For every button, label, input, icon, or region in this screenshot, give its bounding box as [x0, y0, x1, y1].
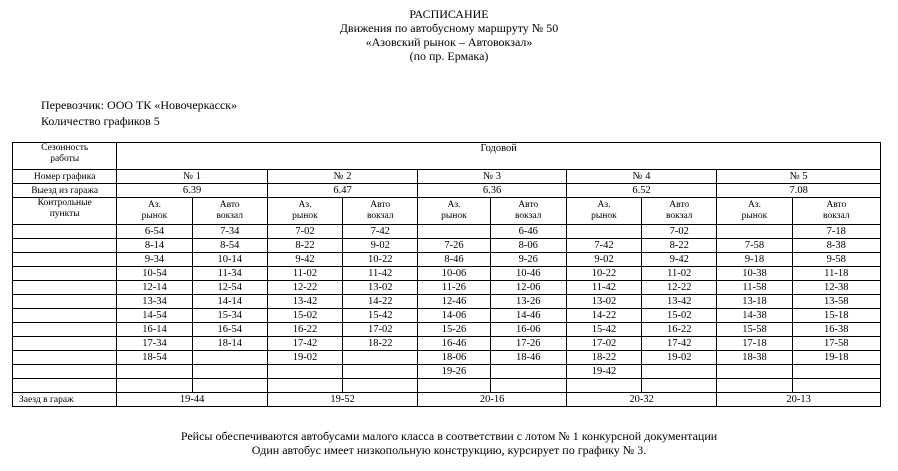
route-line: Движения по автобусному маршруту № 50 [339, 21, 559, 35]
time-cell: 6-46 [490, 225, 566, 239]
graph-number-3: № 3 [418, 170, 566, 184]
time-cell: 8-54 [192, 239, 267, 253]
graph-number-4: № 4 [566, 170, 717, 184]
time-cell: 10-14 [192, 253, 267, 267]
depart-time-4: 6.52 [566, 184, 717, 198]
time-cell [192, 365, 267, 379]
time-cell: 18-54 [117, 351, 192, 365]
time-cell: 10-22 [343, 253, 418, 267]
time-cell: 16-54 [192, 323, 267, 337]
time-cell: 10-22 [566, 267, 641, 281]
time-cell: 10-38 [717, 267, 792, 281]
time-cell: 19-26 [418, 365, 490, 379]
return-label: Заезд в гараж [13, 393, 117, 407]
time-cell: 17-02 [343, 323, 418, 337]
time-row-label [13, 281, 117, 295]
time-cell: 8-38 [792, 239, 880, 253]
time-cell: 17-18 [717, 337, 792, 351]
depart-time-3: 6.36 [418, 184, 566, 198]
time-cell: 7-42 [343, 225, 418, 239]
time-row [13, 309, 881, 323]
time-cell: 15-58 [717, 323, 792, 337]
time-row-label [13, 225, 117, 239]
time-row [13, 267, 881, 281]
time-cell: 19-18 [792, 351, 880, 365]
time-row-label [13, 379, 117, 393]
time-cell: 17-34 [117, 337, 192, 351]
time-cell: 17-26 [490, 337, 566, 351]
time-row [13, 239, 881, 253]
time-cell: 7-02 [267, 225, 342, 239]
stop-header-azov-market: Аз. рынок [566, 198, 641, 225]
footer-note-1: Рейсы обеспечиваются автобусами малого класса в соответствии с лотом № 1 конкурсной документации [180, 429, 718, 443]
time-cell [343, 351, 418, 365]
time-cell: 15-02 [642, 309, 717, 323]
time-cell: 16-22 [642, 323, 717, 337]
time-cell: 19-02 [267, 351, 342, 365]
time-cell: 8-06 [490, 239, 566, 253]
time-cell: 8-22 [267, 239, 342, 253]
time-cell: 8-14 [117, 239, 192, 253]
time-cell: 14-38 [717, 309, 792, 323]
stop-header-bus-station: Авто вокзал [792, 198, 880, 225]
time-cell: 17-58 [792, 337, 880, 351]
time-row-label [13, 239, 117, 253]
stops-row [13, 198, 881, 225]
time-cell: 14-54 [117, 309, 192, 323]
time-cell: 8-46 [418, 253, 490, 267]
time-cell: 19-42 [566, 365, 641, 379]
time-row [13, 253, 881, 267]
time-cell: 9-26 [490, 253, 566, 267]
graph-number-row [13, 170, 881, 184]
time-cell: 13-02 [343, 281, 418, 295]
graph-number-2: № 2 [267, 170, 418, 184]
time-cell [343, 365, 418, 379]
time-cell: 13-42 [267, 295, 342, 309]
time-row-label [13, 365, 117, 379]
time-cell: 13-18 [717, 295, 792, 309]
time-cell: 14-46 [490, 309, 566, 323]
time-cell: 18-38 [717, 351, 792, 365]
time-row-label [13, 309, 117, 323]
stop-header-bus-station: Авто вокзал [642, 198, 717, 225]
time-cell: 11-02 [642, 267, 717, 281]
time-cell: 9-42 [267, 253, 342, 267]
time-row-label [13, 323, 117, 337]
time-cell [418, 379, 490, 393]
time-cell: 9-58 [792, 253, 880, 267]
return-row [13, 393, 881, 407]
time-row [13, 225, 881, 239]
time-cell: 16-38 [792, 323, 880, 337]
time-cell: 18-22 [343, 337, 418, 351]
stop-header-azov-market: Аз. рынок [418, 198, 490, 225]
time-cell: 10-54 [117, 267, 192, 281]
time-cell: 17-42 [642, 337, 717, 351]
schedule-count-line: Количество графиков 5 [41, 114, 160, 128]
document-title: РАСПИСАНИЕ [409, 7, 489, 21]
stop-header-azov-market: Аз. рынок [117, 198, 192, 225]
time-cell: 8-22 [642, 239, 717, 253]
time-row-label [13, 267, 117, 281]
time-cell: 7-42 [566, 239, 641, 253]
time-cell: 16-22 [267, 323, 342, 337]
time-cell: 15-26 [418, 323, 490, 337]
time-cell: 12-38 [792, 281, 880, 295]
time-cell [717, 365, 792, 379]
time-cell: 16-06 [490, 323, 566, 337]
return-time-4: 20-32 [566, 393, 717, 407]
time-row-label [13, 337, 117, 351]
depart-time-2: 6.47 [267, 184, 418, 198]
time-cell: 11-42 [343, 267, 418, 281]
time-cell [117, 379, 192, 393]
time-cell [267, 365, 342, 379]
time-row [13, 365, 881, 379]
time-cell: 12-06 [490, 281, 566, 295]
time-cell: 12-54 [192, 281, 267, 295]
time-cell [418, 225, 490, 239]
graph-number-5: № 5 [717, 170, 881, 184]
time-cell [192, 351, 267, 365]
time-row [13, 351, 881, 365]
depart-time-1: 6.39 [117, 184, 268, 198]
time-cell: 12-22 [642, 281, 717, 295]
time-cell: 7-02 [642, 225, 717, 239]
time-cell: 12-22 [267, 281, 342, 295]
time-row [13, 323, 881, 337]
time-cell: 14-22 [566, 309, 641, 323]
graph-number-1: № 1 [117, 170, 268, 184]
time-cell [642, 365, 717, 379]
time-cell [566, 225, 641, 239]
time-cell: 19-02 [642, 351, 717, 365]
time-cell: 7-18 [792, 225, 880, 239]
time-cell: 11-34 [192, 267, 267, 281]
schedule-table [12, 142, 881, 407]
time-cell: 11-58 [717, 281, 792, 295]
time-cell: 11-18 [792, 267, 880, 281]
time-cell [490, 379, 566, 393]
time-cell [792, 365, 880, 379]
time-cell: 16-14 [117, 323, 192, 337]
season-label: Сезонность работы [13, 143, 117, 170]
stop-header-azov-market: Аз. рынок [267, 198, 342, 225]
time-cell [717, 379, 792, 393]
time-cell: 9-18 [717, 253, 792, 267]
time-cell: 16-46 [418, 337, 490, 351]
time-cell: 10-46 [490, 267, 566, 281]
time-cell [792, 379, 880, 393]
depart-label: Выезд из гаража [13, 184, 117, 198]
time-row [13, 281, 881, 295]
time-cell: 7-26 [418, 239, 490, 253]
carrier-line: Перевозчик: ООО ТК «Новочеркасск» [41, 98, 238, 112]
time-cell: 10-06 [418, 267, 490, 281]
route-via: (по пр. Ермака) [409, 49, 489, 63]
time-cell [192, 379, 267, 393]
time-cell: 12-14 [117, 281, 192, 295]
return-time-5: 20-13 [717, 393, 881, 407]
time-cell: 18-22 [566, 351, 641, 365]
stop-header-bus-station: Авто вокзал [490, 198, 566, 225]
time-cell: 12-46 [418, 295, 490, 309]
time-cell [566, 379, 641, 393]
time-cell: 14-06 [418, 309, 490, 323]
time-cell [490, 365, 566, 379]
time-row-label [13, 253, 117, 267]
time-cell [267, 379, 342, 393]
footer-note-2: Один автобус имеет низкопольную конструкцию, курсирует по графику № 3. [251, 443, 647, 457]
time-cell: 6-54 [117, 225, 192, 239]
time-cell: 13-34 [117, 295, 192, 309]
graph-number-label: Номер графика [13, 170, 117, 184]
time-cell: 18-06 [418, 351, 490, 365]
time-cell: 15-18 [792, 309, 880, 323]
time-cell: 18-14 [192, 337, 267, 351]
time-cell: 15-42 [566, 323, 641, 337]
time-cell: 9-02 [566, 253, 641, 267]
time-cell: 17-02 [566, 337, 641, 351]
season-value: Годовой [117, 143, 881, 170]
time-cell: 11-26 [418, 281, 490, 295]
time-row [13, 295, 881, 309]
time-row [13, 379, 881, 393]
time-cell: 15-34 [192, 309, 267, 323]
time-cell: 11-42 [566, 281, 641, 295]
return-time-1: 19-44 [117, 393, 268, 407]
time-cell [642, 379, 717, 393]
time-cell: 13-58 [792, 295, 880, 309]
time-cell: 18-46 [490, 351, 566, 365]
time-cell: 11-02 [267, 267, 342, 281]
stop-header-azov-market: Аз. рынок [717, 198, 792, 225]
time-cell: 15-42 [343, 309, 418, 323]
time-row-label [13, 351, 117, 365]
time-cell: 14-14 [192, 295, 267, 309]
time-cell: 7-34 [192, 225, 267, 239]
time-cell: 7-58 [717, 239, 792, 253]
time-cell: 9-42 [642, 253, 717, 267]
return-time-2: 19-52 [267, 393, 418, 407]
time-cell: 13-26 [490, 295, 566, 309]
points-label: Контрольные пункты [13, 198, 117, 225]
time-cell: 13-02 [566, 295, 641, 309]
time-row [13, 337, 881, 351]
season-row [13, 143, 881, 170]
stop-header-bus-station: Авто вокзал [192, 198, 267, 225]
time-row-label [13, 295, 117, 309]
time-cell [343, 379, 418, 393]
depart-row [13, 184, 881, 198]
time-cell [717, 225, 792, 239]
stop-header-bus-station: Авто вокзал [343, 198, 418, 225]
time-cell: 9-34 [117, 253, 192, 267]
time-cell: 13-42 [642, 295, 717, 309]
time-cell: 9-02 [343, 239, 418, 253]
depart-time-5: 7.08 [717, 184, 881, 198]
return-time-3: 20-16 [418, 393, 566, 407]
time-cell: 15-02 [267, 309, 342, 323]
time-cell: 17-42 [267, 337, 342, 351]
time-cell [117, 365, 192, 379]
route-name: «Азовский рынок – Автовокзал» [365, 35, 533, 49]
time-cell: 14-22 [343, 295, 418, 309]
